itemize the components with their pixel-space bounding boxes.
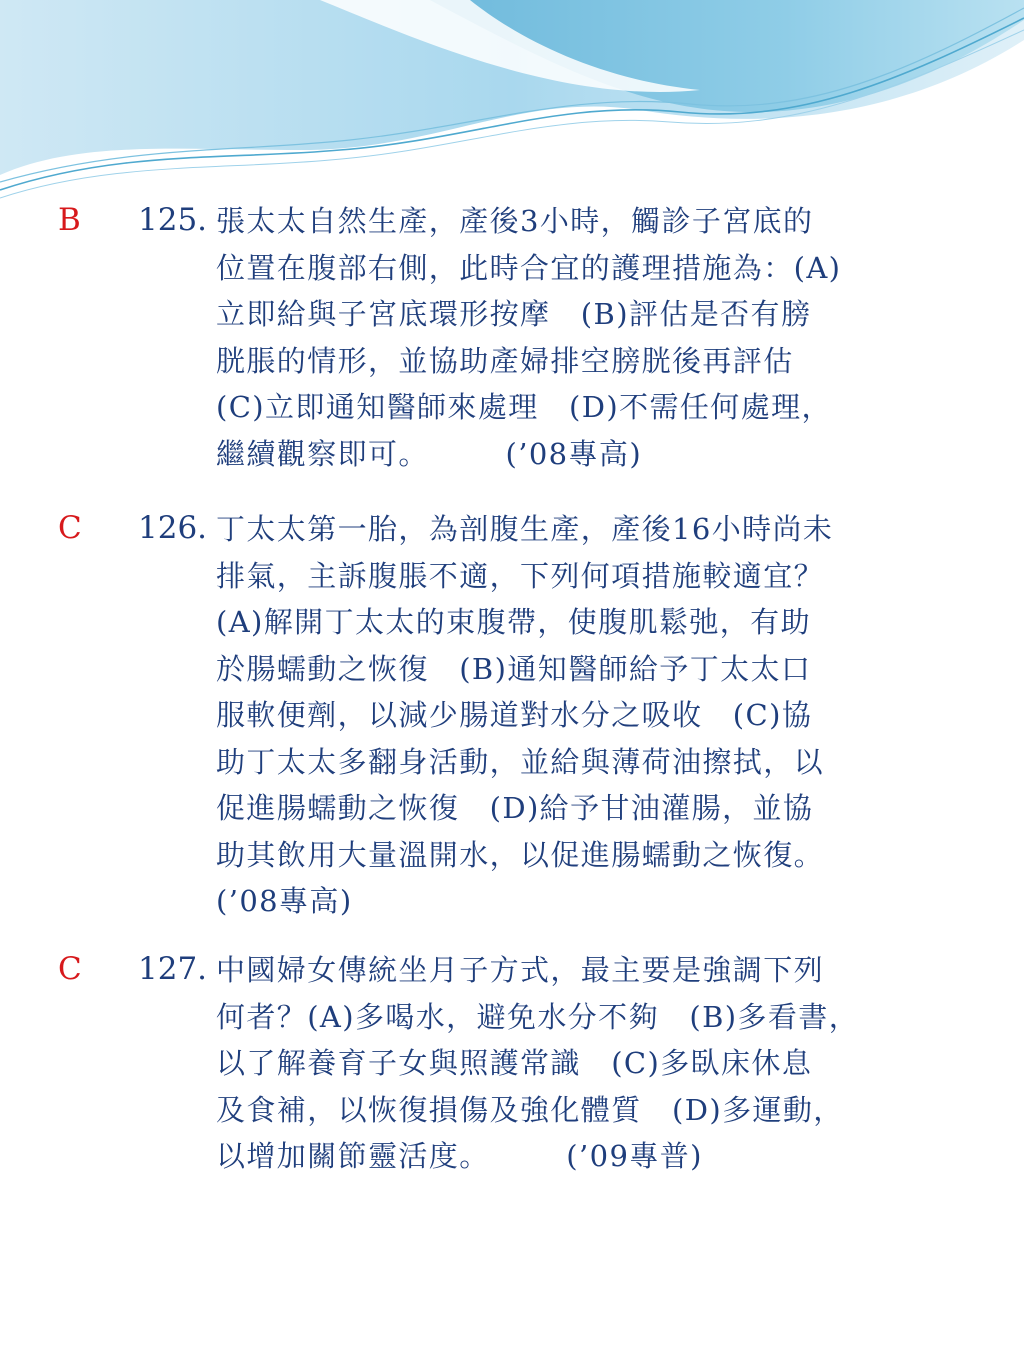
answer-label: C [58,951,82,987]
question-text: 丁太太第一胎，為剖腹生產，產後16小時尚未 排氣，主訴腹脹不適，下列何項措施較適宜？ (A)解開丁太太的束腹帶，使腹肌鬆弛，有助 於腸蠕動之恢復 (B)通知醫師給予丁太太口 服軟便劑，以減少腸道對水分之吸收 (C)協 助丁太太多翻身活動，並給與薄荷油擦拭，以 促進腸蠕動之恢復 (D)給予甘油灌腸，並協 助其飲用大量溫開水，以促進腸蠕動之恢復。 (’08專高) [216,512,834,918]
question-text: 張太太自然生產，產後3小時，觸診子宮底的 位置在腹部右側，此時合宜的護理措施為：(A) 立即給與子宮底環形按摩 (B)評估是否有膀 胱脹的情形，並協助產婦排空膀胱後再評估 (C)立即通知醫師來處理 (D)不需任何處理， 繼續觀察即可。 (’08專高) [216,204,842,471]
answer-label: B [58,202,81,238]
wave-header-decoration [0,0,1024,210]
question-number: 125. [138,202,208,238]
question-number: 127. [138,951,208,987]
question-number: 126. [138,510,208,546]
question-text: 中國婦女傳統坐月子方式，最主要是強調下列 何者？(A)多喝水，避免水分不夠 (B)多看書， 以了解養育子女與照護常識 (C)多臥床休息 及食補，以恢復損傷及強化體質 (D)多運動， 以增加關節靈活度。 (’09專普) [216,953,860,1173]
answer-label: C [58,510,82,546]
